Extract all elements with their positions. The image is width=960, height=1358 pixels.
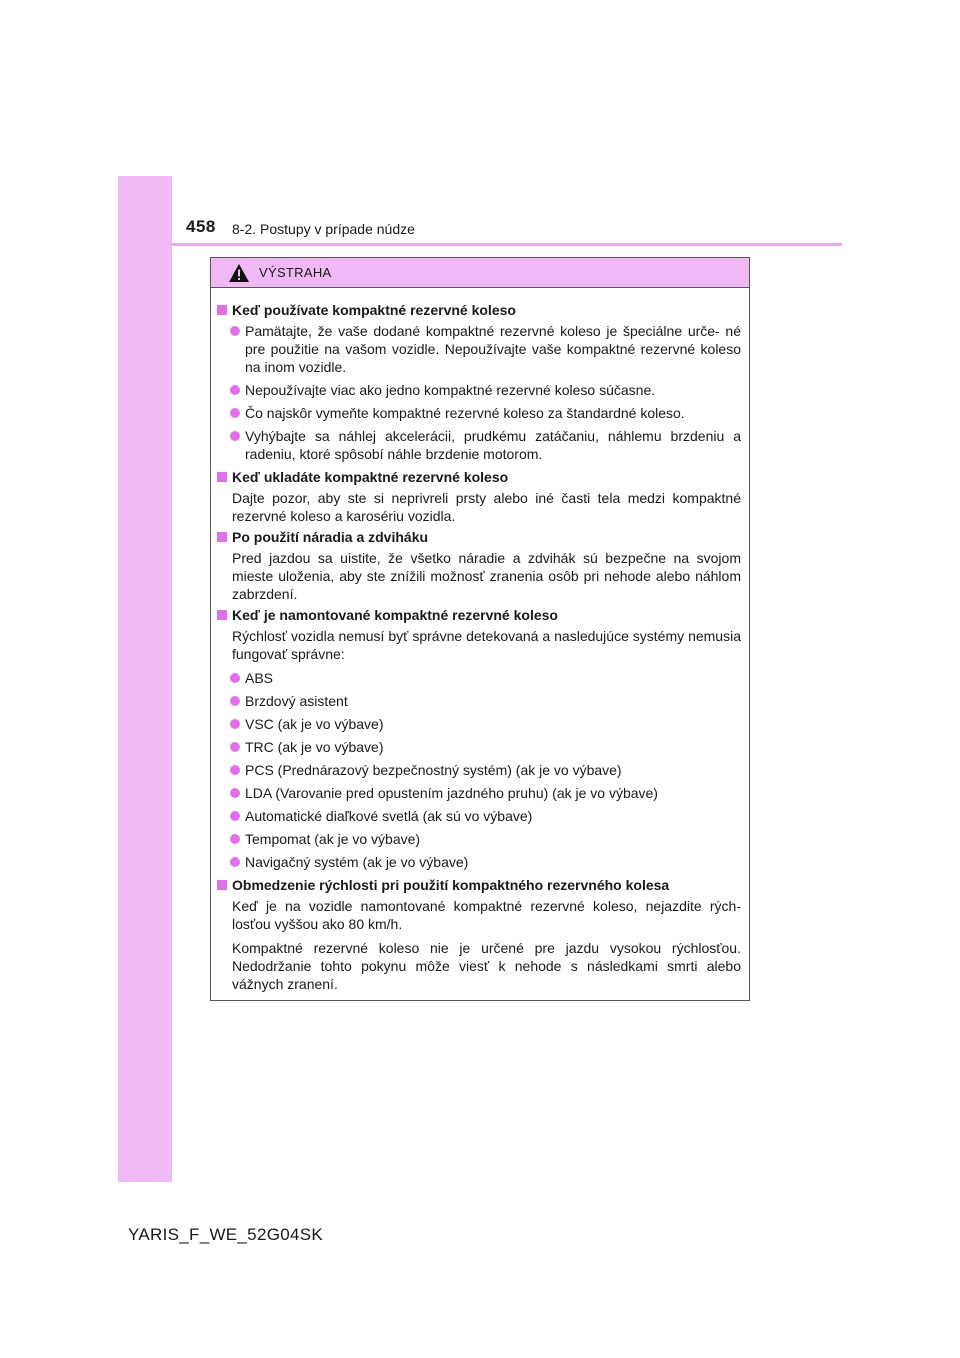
list-item [217,381,741,399]
warning-header [211,258,749,288]
paragraph: Rýchlosť vozidla nemusí byť správne detekovaná a nasledujúce systémy nemusia fungovať správne: [232,628,741,662]
paragraph: Kompaktné rezervné koleso nie je určené pre jazdu vysokou rýchlosťou. Nedodržanie tohto pokynu môže viesť k nehode s následkami smrti alebo vážnych zranení. [232,940,741,992]
topic-heading [217,301,741,319]
list-item [217,853,741,871]
paragraph: Keď je na vozidle namontované kompaktné rezervné koleso, nejazdite rých- losťou vyššou ako 80 km/h. [232,898,741,932]
list-item [217,761,741,779]
topic-heading [217,528,741,546]
side-color-band [118,176,172,1182]
paragraph: Dajte pozor, aby ste si neprivreli prsty alebo iné časti tela medzi kompaktné rezervné koleso a karosériu vozidla. [232,490,741,524]
list-item [217,427,741,463]
warning-label: VÝSTRAHA [259,265,332,280]
list-item [217,404,741,422]
page-number: 458 [186,217,216,236]
list-item-text: Navigačný systém (ak je vo výbave) [245,854,469,870]
paragraph: Pred jazdou sa uistite, že všetko náradie a zdvihák sú bezpečne na svojom mieste uloženia, aby ste znížili možnosť zranenia osôb pri nehode alebo náhlom zabrzdení. [232,550,741,602]
list-item [217,322,741,376]
round-bullet-icon [230,696,240,706]
topic-heading [217,468,741,486]
list-item-text: Čo najskôr vymeňte kompaktné rezervné koleso za štandardné koleso. [245,405,685,421]
list-item [217,669,741,687]
round-bullet-icon [230,857,240,867]
topic-heading [217,876,741,894]
topic-title: Po použití náradia a zdviháku [232,529,429,545]
list-item-text: LDA (Varovanie pred opustením jazdného pruhu) (ak je vo výbave) [245,785,658,801]
section-title: 8-2. Postupy v prípade núdze [232,221,415,237]
topic-title: Keď je namontované kompaktné rezervné koleso [232,607,558,623]
header-rule [172,243,842,246]
list-item [217,830,741,848]
list-item [217,738,741,756]
round-bullet-icon [230,834,240,844]
round-bullet-icon [230,719,240,729]
list-item [217,807,741,825]
list-item-text: PCS (Prednárazový bezpečnostný systém) (ak je vo výbave) [245,762,622,778]
round-bullet-icon [230,788,240,798]
topic-heading [217,606,741,624]
list-item-text: Tempomat (ak je vo výbave) [245,831,421,847]
warning-triangle-icon [228,263,250,283]
list-item-text: Automatické diaľkové svetlá (ak sú vo výbave) [245,808,533,824]
topic-title: Obmedzenie rýchlosti pri použití kompaktného rezervného kolesa [232,877,670,893]
round-bullet-icon [230,673,240,683]
round-bullet-icon [230,742,240,752]
list-item [217,692,741,710]
topic-title: Keď používate kompaktné rezervné koleso [232,302,516,318]
list-item-text: VSC (ak je vo výbave) [245,716,384,732]
list-item [217,715,741,733]
square-bullet-icon [217,472,227,482]
square-bullet-icon [217,305,227,315]
warning-body [211,288,749,993]
list-item-text: TRC (ak je vo výbave) [245,739,384,755]
round-bullet-icon [230,431,240,441]
round-bullet-icon [230,765,240,775]
list-item-text: Brzdový asistent [245,693,348,709]
list-item-text: Nepoužívajte viac ako jedno kompaktné rezervné koleso súčasne. [245,382,656,398]
list-item-text: Pamätajte, že vaše dodané kompaktné rezervné koleso je špeciálne urče- né pre použitie na vašom vozidle. Nepoužívajte vaše kompaktné rezervné koleso na inom vozidle. [245,323,741,375]
round-bullet-icon [230,408,240,418]
round-bullet-icon [230,385,240,395]
warning-box [210,257,750,1001]
list-item-text: ABS [245,670,274,686]
round-bullet-icon [230,811,240,821]
list-item [217,784,741,802]
square-bullet-icon [217,880,227,890]
list-item-text: Vyhýbajte sa náhlej akcelerácii, prudkému zatáčaniu, náhlemu brzdeniu a radeniu, ktoré spôsobí náhle brzdenie motorom. [245,428,741,462]
topic-title: Keď ukladáte kompaktné rezervné koleso [232,469,509,485]
footer-document-code: YARIS_F_WE_52G04SK [128,1225,324,1244]
square-bullet-icon [217,610,227,620]
round-bullet-icon [230,326,240,336]
square-bullet-icon [217,532,227,542]
